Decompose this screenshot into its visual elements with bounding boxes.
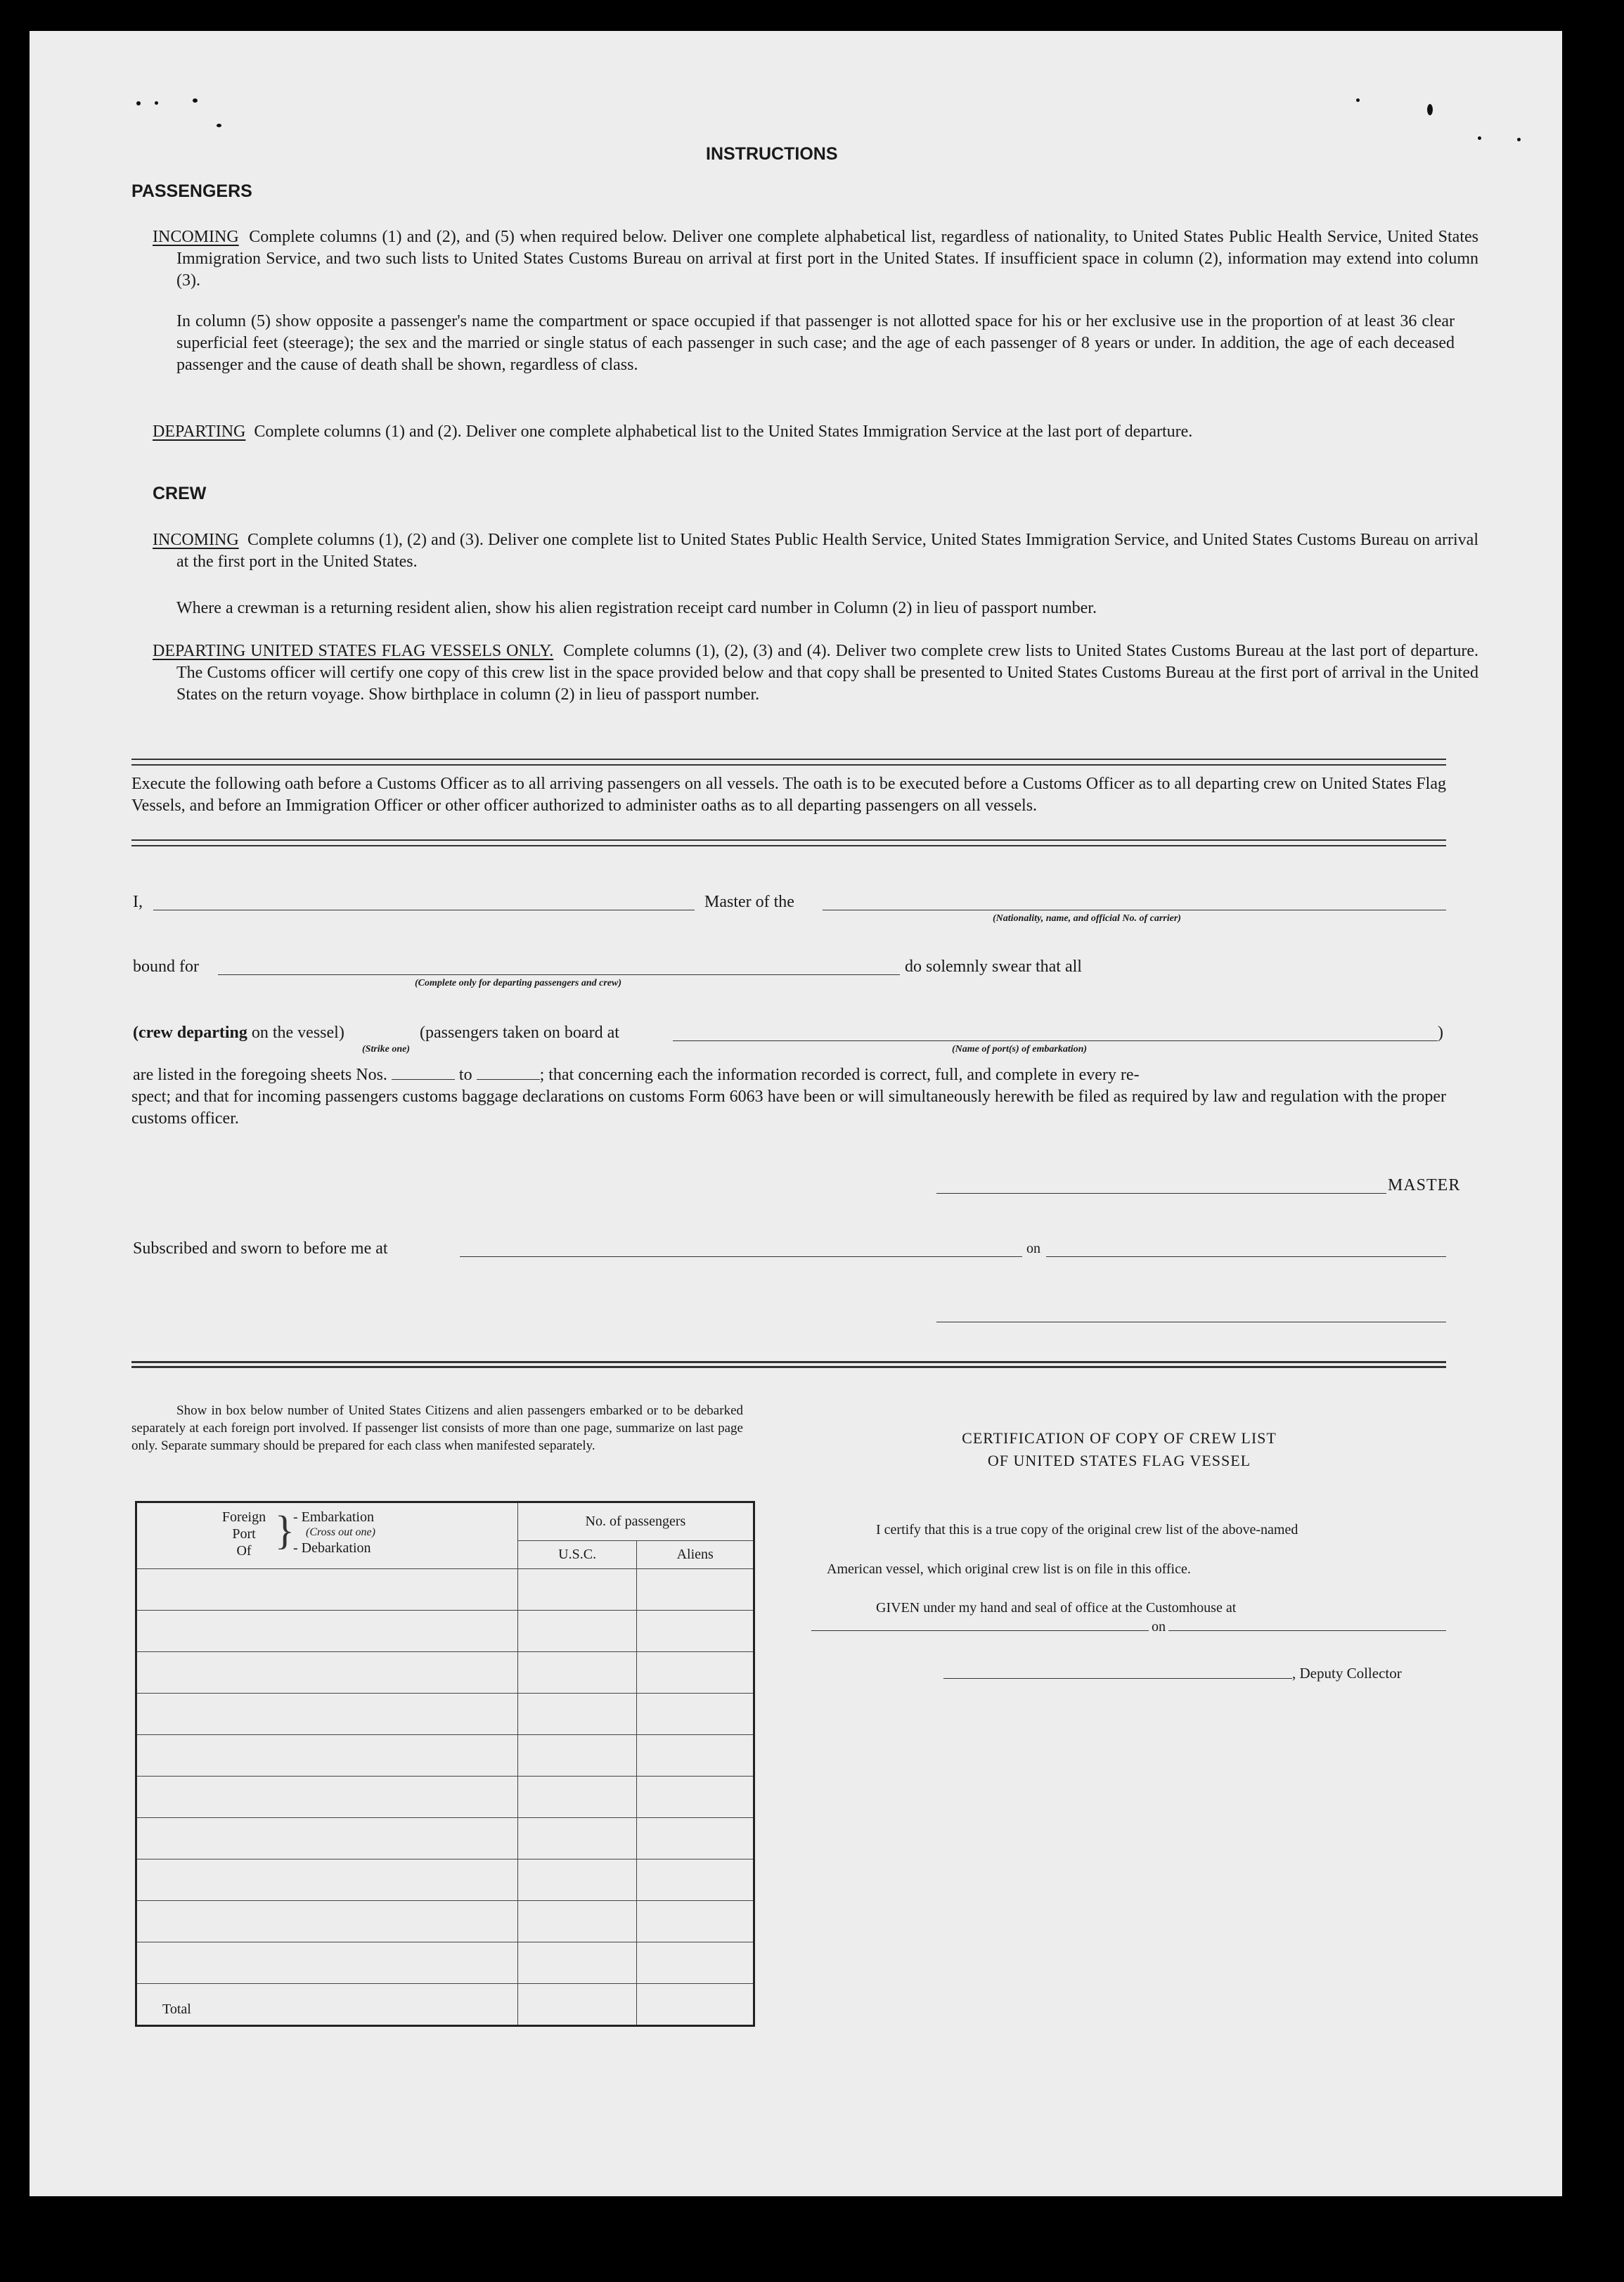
crew-incoming-instruction: [153, 529, 1478, 573]
scan-speck: [1356, 98, 1360, 102]
section-divider: [131, 839, 1446, 846]
table-row: [136, 1901, 754, 1942]
crew-departing-text: (crew departing: [133, 1024, 247, 1042]
port-cell[interactable]: [136, 1652, 518, 1694]
usc-cell[interactable]: [517, 1735, 637, 1777]
bound-for-caption: (Complete only for departing passengers and crew): [415, 978, 621, 988]
certification-vessel-text: American vessel, which original crew list is on file in this office.: [827, 1561, 1191, 1577]
aliens-cell[interactable]: [637, 1942, 754, 1984]
port-cell[interactable]: [136, 1735, 518, 1777]
table-row: [136, 1652, 754, 1694]
scan-speck: [136, 101, 141, 105]
crew-departing-label: DEPARTING UNITED STATES FLAG VESSELS ONLY.: [153, 642, 554, 660]
sheet-to-field[interactable]: [477, 1066, 540, 1080]
customhouse-field[interactable]: [811, 1630, 1149, 1631]
table-row: [136, 1859, 754, 1901]
passengers-column5-text: In column (5) show opposite a passenger's name the compartment or space occupied if that passenger is not allotted space for his or her exclusive use in the proportion of at least 36 clear superficial feet (steerage); the sex and the married or single status of each passenger in such case; and the age of each passenger of 8 years or under. In addition, the age of each deceased passenger and the cause of death shall be shown, regardless of class.: [176, 312, 1455, 374]
usc-total-cell[interactable]: [517, 1984, 637, 2026]
oath-master-of-label: Master of the: [704, 893, 794, 911]
aliens-total-cell[interactable]: [637, 1984, 754, 2026]
section-divider: [131, 1361, 1446, 1368]
scan-speck: [193, 98, 198, 103]
summary-note: Show in box below number of United States Citizens and alien passengers embarked or to be debarked separately at each foreign port involved. If passenger list consists of more than one page, summarize on last page only. Separate summary should be prepared for each class when manifested separately.: [131, 1403, 743, 1453]
certification-certify-text: I certify that this is a true copy of the original crew list of the above-named: [876, 1522, 1298, 1538]
usc-cell[interactable]: [517, 1818, 637, 1859]
table-row: [136, 1777, 754, 1818]
passengers-heading: PASSENGERS: [131, 181, 252, 201]
crew-heading: CREW: [153, 484, 207, 503]
usc-cell[interactable]: [517, 1777, 637, 1818]
aliens-cell[interactable]: [637, 1859, 754, 1901]
certification-date-field[interactable]: [1168, 1630, 1446, 1631]
table-row: [136, 1694, 754, 1735]
port-label: Port: [232, 1526, 256, 1542]
port-caption: (Name of port(s) of embarkation): [952, 1044, 1088, 1055]
scan-speck: [217, 124, 221, 127]
port-cell[interactable]: [136, 1777, 518, 1818]
passengers-incoming-instruction: [153, 226, 1478, 292]
listed-text-2: ; that concerning each the information recorded is correct, full, and complete in every re-: [539, 1066, 1140, 1084]
master-signature-field[interactable]: [936, 1193, 1386, 1194]
passengers-incoming-text: Complete columns (1) and (2), and (5) when required below. Deliver one complete alphabetical list, regardless of nationality, to United States Public Health Service, United States Immigration Service, and two such lists to United States Customs Bureau on arrival at first port in the United States. If insufficient space in column (2), information may extend into column (3).: [176, 228, 1478, 290]
passenger-summary-table: [135, 1501, 755, 2027]
on-the-vessel-text: on the vessel): [251, 1024, 344, 1042]
port-cell[interactable]: [136, 1942, 518, 1984]
usc-cell[interactable]: [517, 1901, 637, 1942]
passengers-departing-text: Complete columns (1) and (2). Deliver one complete alphabetical list to the United States Immigration Service at the last port of departure.: [254, 423, 1193, 441]
embarkation-port-field[interactable]: [673, 1040, 1438, 1041]
sworn-place-field[interactable]: [460, 1256, 1022, 1257]
crew-incoming-label: INCOMING: [153, 531, 239, 549]
usc-cell[interactable]: [517, 1859, 637, 1901]
oath-i-label: I,: [133, 893, 143, 911]
deputy-collector-label: , Deputy Collector: [1292, 1665, 1402, 1682]
certification-on-label: on: [1152, 1619, 1166, 1635]
sworn-on-label: on: [1026, 1241, 1040, 1256]
oath-swear-text: do solemnly swear that all: [905, 958, 1082, 976]
port-cell[interactable]: [136, 1569, 518, 1611]
aliens-cell[interactable]: [637, 1694, 754, 1735]
aliens-cell[interactable]: [637, 1652, 754, 1694]
aliens-cell[interactable]: [637, 1901, 754, 1942]
crew-resident-text: Where a crewman is a returning resident alien, show his alien registration receipt card number in Column (2) in lieu of passport number.: [176, 599, 1097, 617]
listed-line: [133, 1064, 1140, 1086]
scan-speck: [1427, 104, 1433, 115]
carrier-caption: (Nationality, name, and official No. of carrier): [993, 913, 1181, 924]
cross-out-caption: (Cross out one): [306, 1526, 375, 1538]
table-row: [136, 1942, 754, 1984]
listed-text-rest: spect; and that for incoming passengers customs baggage declarations on customs Form 6063 have been or will simultaneously herewith be filed as required by law and regulation with the proper customs officer.: [131, 1088, 1446, 1128]
aliens-cell[interactable]: [637, 1611, 754, 1652]
table-row: [136, 1818, 754, 1859]
usc-cell[interactable]: [517, 1652, 637, 1694]
oath-bound-for-label: bound for: [133, 958, 199, 976]
port-cell[interactable]: [136, 1859, 518, 1901]
aliens-header: Aliens: [637, 1541, 754, 1569]
scan-speck: [1478, 136, 1481, 140]
usc-cell[interactable]: [517, 1569, 637, 1611]
foreign-label: Foreign: [221, 1509, 266, 1525]
port-cell[interactable]: [136, 1818, 518, 1859]
subscribed-label: Subscribed and sworn to before me at: [133, 1239, 388, 1258]
scan-speck: [155, 101, 158, 105]
embarkation-option[interactable]: - Embarkation: [293, 1509, 374, 1525]
crew-incoming-text: Complete columns (1), (2) and (3). Deliver one complete list to United States Public Health Service, United States Immigration Service, and United States Customs Bureau on arrival at the first port in the United States.: [176, 531, 1478, 571]
sworn-date-field[interactable]: [1046, 1256, 1446, 1257]
brace-icon: }: [275, 1507, 295, 1553]
strike-one-caption: (Strike one): [362, 1044, 411, 1055]
no-of-passengers-header: No. of passengers: [517, 1502, 754, 1541]
passengers-incoming-label: INCOMING: [153, 228, 239, 246]
table-header-row: [136, 1502, 754, 1541]
page-title: INSTRUCTIONS: [706, 144, 838, 164]
usc-cell[interactable]: [517, 1694, 637, 1735]
passengers-departing-instruction: [153, 421, 1478, 443]
master-label: MASTER: [1388, 1176, 1461, 1194]
close-paren: ): [1438, 1024, 1443, 1042]
certification-given-text: GIVEN under my hand and seal of office at the Customhouse at: [876, 1600, 1237, 1616]
of-label: Of: [236, 1543, 252, 1559]
listed-text-1: are listed in the foregoing sheets Nos.: [133, 1066, 387, 1084]
passengers-departing-label: DEPARTING: [153, 423, 246, 441]
port-cell[interactable]: [136, 1901, 518, 1942]
bound-for-field[interactable]: [218, 974, 900, 975]
aliens-cell[interactable]: [637, 1569, 754, 1611]
oath-intro: Execute the following oath before a Customs Officer as to all arriving passengers on all vessels. The oath is to be executed before a Customs Officer as to all departing crew on United States Flag Vessels, and before an Immigration Officer or other officer authorized to administer oaths as to all departing passengers on all vessels.: [131, 775, 1446, 815]
passengers-taken-option[interactable]: (passengers taken on board at: [420, 1024, 619, 1042]
certification-title-1: CERTIFICATION OF COPY OF CREW LIST: [962, 1429, 1277, 1447]
usc-header: U.S.C.: [517, 1541, 637, 1569]
crew-departing-option[interactable]: [133, 1022, 344, 1044]
port-cell[interactable]: [136, 1611, 518, 1652]
foreign-port-header: [136, 1502, 518, 1569]
total-label: Total: [136, 1984, 518, 2026]
listed-to: to: [458, 1066, 472, 1084]
aliens-cell[interactable]: [637, 1818, 754, 1859]
usc-cell[interactable]: [517, 1942, 637, 1984]
certification-title-2: OF UNITED STATES FLAG VESSEL: [987, 1452, 1251, 1469]
table-row: [136, 1735, 754, 1777]
crew-departing-text: Complete columns (1), (2), (3) and (4). Deliver two complete crew lists to United States Customs Bureau at the last port of departure. The Customs officer will certify one copy of this crew list in the space provided below and that copy shall be presented to United States Customs Bureau at the first port of arrival in the United States on the return voyage. Show birthplace in column (2) in lieu of passport number.: [176, 642, 1478, 704]
scan-speck: [1517, 138, 1521, 141]
aliens-cell[interactable]: [637, 1777, 754, 1818]
document-page: [30, 31, 1562, 2196]
sheet-from-field[interactable]: [392, 1066, 455, 1080]
section-divider: [131, 759, 1446, 766]
debarkation-option[interactable]: - Debarkation: [293, 1540, 371, 1556]
crew-departing-instruction: [153, 640, 1478, 706]
port-cell[interactable]: [136, 1694, 518, 1735]
table-row: [136, 1569, 754, 1611]
usc-cell[interactable]: [517, 1611, 637, 1652]
total-row: [136, 1984, 754, 2026]
deputy-signature-field[interactable]: [943, 1678, 1292, 1679]
table-row: [136, 1611, 754, 1652]
aliens-cell[interactable]: [637, 1735, 754, 1777]
